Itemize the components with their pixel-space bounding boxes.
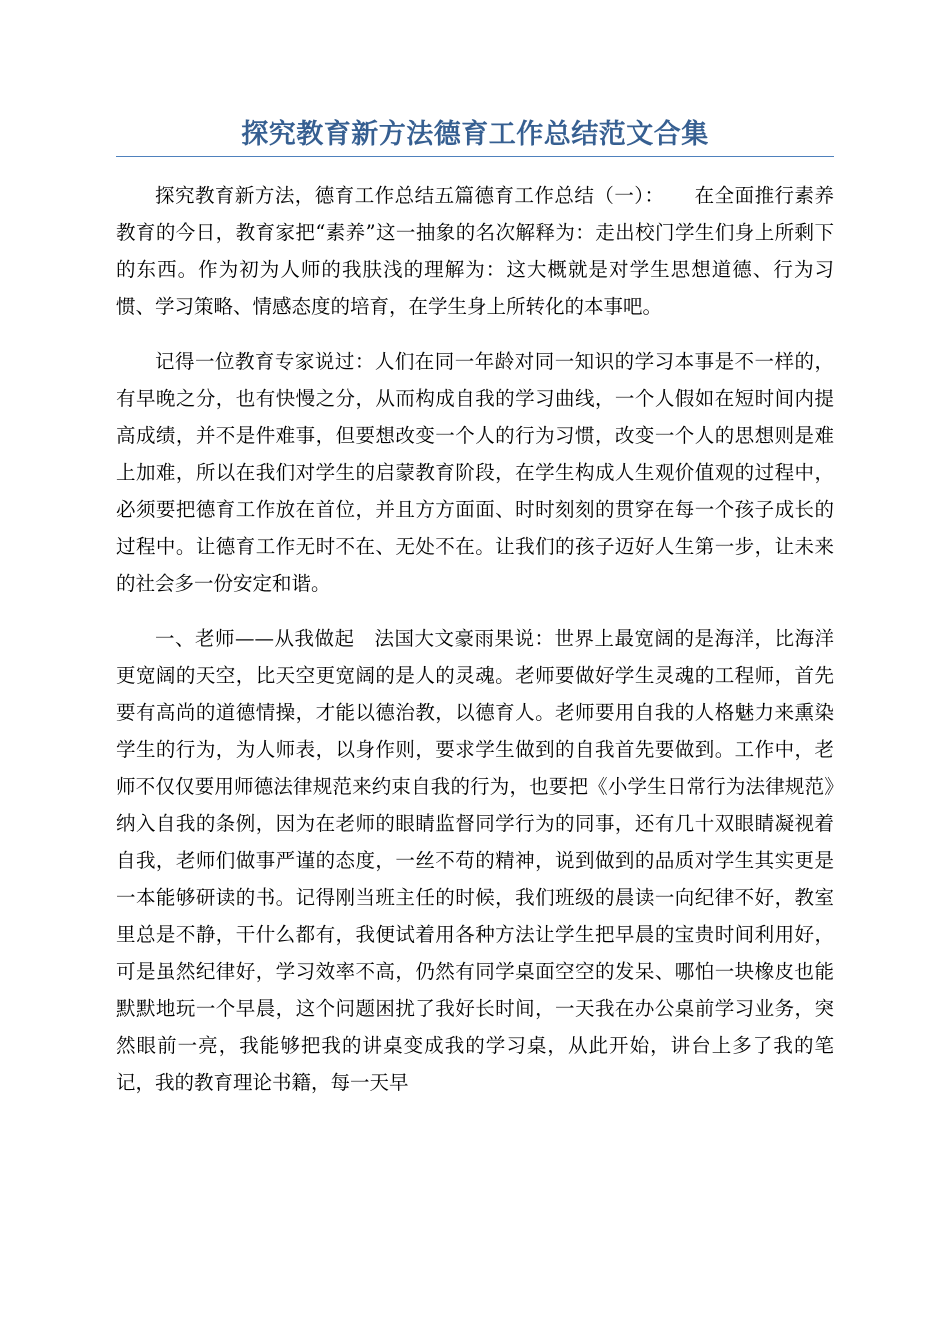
title-underline (116, 156, 834, 157)
document-body (116, 177, 834, 1101)
paragraph-3: 一、老师——从我做起 法国大文豪雨果说：世界上最宽阔的是海洋，比海洋更宽阔的天空，比天空更宽阔的是人的灵魂。老师要做好学生灵魂的工程师，首先要有高尚的道德情操，才能以德治教，以德育人。老师要用自我的人格魅力来熏染学生的行为，为人师表，以身作则，要求学生做到的自我首先要做到。工作中，老师不仅仅要用师德法律规范来约束自我的行为，也要把《小学生日常行为法律规范》纳入自我的条例，因为在老师的眼睛监督同学行为的同事，还有几十双眼睛凝视着自我，老师们做事严谨的态度，一丝不苟的精神，说到做到的品质对学生其实更是一本能够研读的书。记得刚当班主任的时候，我们班级的晨读一向纪律不好，教室里总是不静，干什么都有，我便试着用各种方法让学生把早晨的宝贵时间利用好，可是虽然纪律好，学习效率不高，仍然有同学桌面空空的发呆、哪怕一块橡皮也能默默地玩一个早晨，这个问题困扰了我好长时间，一天我在办公桌前学习业务，突然眼前一亮，我能够把我的讲桌变成我的学习桌，从此开始，讲台上多了我的笔记，我的教育理论书籍，每一天早 (116, 627, 834, 1094)
document-page (116, 0, 834, 1119)
paragraph-2: 记得一位教育专家说过：人们在同一年龄对同一知识的学习本事是不一样的，有早晚之分，也有快慢之分，从而构成自我的学习曲线，一个人假如在短时间内提高成绩，并不是件难事，但要想改变一个人的行为习惯，改变一个人的思想则是难上加难，所以在我们对学生的启蒙教育阶段，在学生构成人生观价值观的过程中，必须要把德育工作放在首位，并且方方面面、时时刻刻的贯穿在每一个孩子成长的过程中。让德育工作无时不在、无处不在。让我们的孩子迈好人生第一步，让未来的社会多一份安定和谐。 (116, 350, 834, 595)
paragraph-1: 探究教育新方法，德育工作总结五篇德育工作总结（一）： 在全面推行素养教育的今日，教育家把“素养”这一抽象的名次解释为：走出校门学生们身上所剩下的东西。作为初为人师的我肤浅的理解为：这大概就是对学生思想道德、行为习惯、学习策略、情感态度的培育，在学生身上所转化的本事吧。 (116, 184, 834, 318)
document-title: 探究教育新方法德育工作总结范文合集 (241, 119, 709, 150)
